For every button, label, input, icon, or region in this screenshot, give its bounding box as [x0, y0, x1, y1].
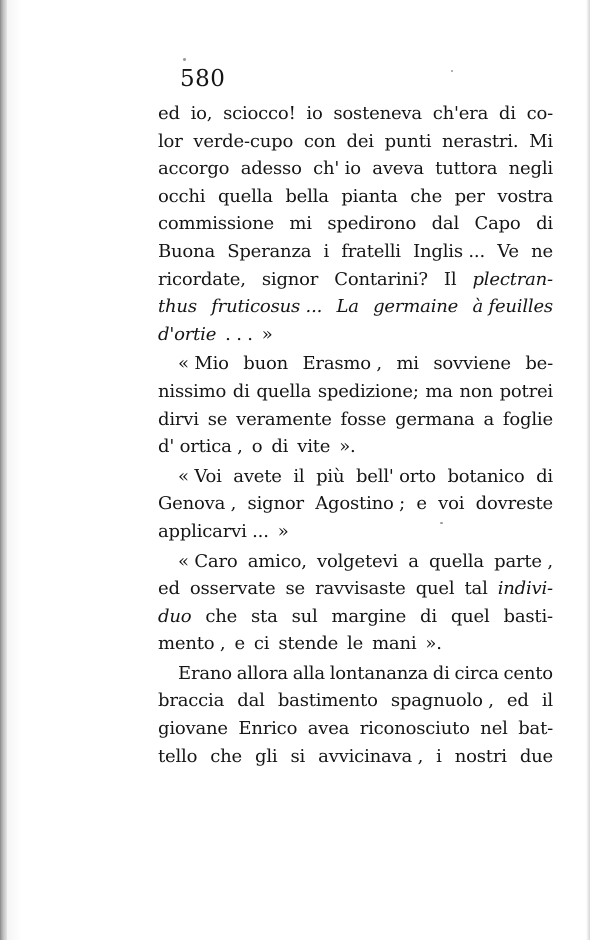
word: stende — [278, 633, 339, 655]
word: be- — [525, 353, 553, 375]
word: commissione — [158, 213, 274, 235]
word: signor — [261, 268, 319, 290]
word: occhi — [158, 185, 206, 207]
text-line — [158, 490, 553, 518]
word: riconosciuto — [359, 718, 470, 740]
word: per — [454, 185, 485, 207]
word: tuttora — [435, 158, 498, 180]
word: lontananza — [329, 662, 428, 684]
word: a — [408, 550, 419, 572]
word: ne — [531, 240, 553, 262]
word: Il — [443, 268, 457, 290]
word: io, — [190, 103, 213, 124]
italic-word: indivi- — [497, 578, 553, 600]
word: gli — [255, 745, 278, 767]
word: se — [285, 578, 305, 600]
word: bastimento — [277, 690, 378, 712]
italic-word: plectran- — [472, 268, 553, 290]
word: il — [293, 465, 305, 487]
text-line — [158, 660, 553, 688]
word: punti — [384, 130, 432, 152]
word: « Caro — [178, 550, 238, 572]
word: non — [459, 380, 493, 402]
word: di — [420, 605, 437, 627]
word: nel — [480, 718, 508, 740]
word: bella — [285, 185, 329, 207]
text-line — [158, 575, 553, 603]
word: giovane — [158, 718, 228, 740]
word: ». — [339, 436, 356, 458]
italic-word: d'ortie — [158, 323, 217, 345]
word: margine — [331, 605, 407, 627]
word: dovreste — [475, 493, 553, 515]
text-line — [158, 350, 553, 378]
word: che — [410, 185, 443, 207]
word: d' ortica , — [158, 436, 243, 458]
word: nerastri. — [442, 130, 519, 152]
text-line — [158, 630, 553, 658]
word: sciocco! — [223, 103, 296, 124]
text-line — [158, 321, 553, 349]
word: amico, — [247, 550, 307, 572]
word: nostri — [454, 745, 507, 767]
word: quella — [429, 550, 484, 572]
word: ci — [253, 633, 270, 655]
word: ed — [158, 103, 180, 124]
word: cento — [503, 662, 553, 684]
italic-word: La — [336, 296, 359, 318]
word: spedirono — [327, 213, 417, 235]
word: quella — [256, 380, 312, 402]
text-line — [158, 715, 553, 743]
word: germana — [395, 408, 475, 430]
word: di — [432, 662, 450, 684]
word: e — [234, 633, 245, 655]
word: potrei — [499, 380, 553, 402]
page-binding-edge — [0, 0, 7, 940]
word: si — [290, 745, 306, 767]
word: applicarvi ... — [158, 520, 269, 542]
word: Agostino ; — [315, 493, 406, 515]
page-right-edge — [586, 0, 590, 940]
word: sul — [291, 605, 318, 627]
word: dal — [237, 690, 265, 712]
word: di — [536, 213, 553, 235]
text-line — [158, 293, 553, 321]
word: mi — [289, 213, 312, 235]
word: ed — [506, 690, 529, 712]
word: osservate — [189, 578, 276, 600]
word: negli — [508, 158, 553, 180]
word: buon — [243, 353, 288, 375]
word: quel — [450, 605, 490, 627]
word: avete — [233, 465, 282, 487]
text-line — [158, 463, 553, 491]
italic-word: thus — [158, 296, 197, 318]
word: spagnuolo , — [390, 690, 494, 712]
word: tal — [464, 578, 488, 600]
text-line — [158, 518, 553, 546]
word: signor — [247, 493, 304, 515]
word: veramente — [236, 408, 332, 430]
word: alla — [292, 662, 325, 684]
word: che — [210, 745, 243, 767]
word: bat- — [518, 718, 553, 740]
word: il — [541, 690, 553, 712]
word: Capo — [474, 213, 521, 235]
word: Enrico — [238, 718, 298, 740]
italic-word: duo — [158, 605, 192, 627]
word: bell' orto — [355, 465, 436, 487]
word: circa — [454, 662, 499, 684]
word: lor — [158, 130, 183, 152]
word: i — [436, 745, 442, 767]
text-line — [158, 210, 553, 238]
word: i — [323, 240, 330, 262]
word: Mi — [529, 130, 553, 152]
word: Erano — [178, 662, 232, 684]
word: pianta — [341, 185, 398, 207]
word: io — [306, 103, 323, 124]
word: le — [347, 633, 364, 655]
word: vite — [297, 436, 331, 458]
word: co- — [526, 103, 553, 124]
page-number: 580 — [180, 66, 226, 92]
word: » — [277, 520, 289, 542]
text-line — [158, 100, 553, 128]
word: Contarini? — [334, 268, 428, 290]
word: ravvisaste — [315, 578, 406, 600]
word: volgetevi — [317, 550, 398, 572]
word: e — [416, 493, 427, 515]
body-text — [158, 100, 553, 770]
word: avvicinava , — [318, 745, 424, 767]
word: Ve — [497, 240, 519, 262]
word: sosteneva — [333, 103, 422, 124]
text-line — [158, 378, 553, 406]
italic-word: à feuilles — [472, 296, 553, 318]
word: due — [519, 745, 553, 767]
text-line — [158, 406, 553, 434]
word: nissimo — [158, 380, 227, 402]
word: aveva — [372, 158, 424, 180]
text-line — [158, 238, 553, 266]
word: quella — [217, 185, 273, 207]
word: ch' io — [313, 158, 361, 180]
word: « Mio — [178, 353, 229, 375]
word: che — [205, 605, 238, 627]
word: di — [232, 380, 250, 402]
italic-word: fruticosus ... — [211, 296, 323, 318]
word: Buona — [158, 240, 215, 262]
word: « Voi — [178, 465, 222, 487]
word: Genova , — [158, 493, 237, 515]
word: a — [483, 408, 495, 430]
word: ch'era — [432, 103, 489, 124]
word: sovviene — [433, 353, 511, 375]
text-line — [158, 433, 553, 461]
word: Speranza — [227, 240, 312, 262]
word: accorgo — [158, 158, 230, 180]
print-speck — [451, 70, 453, 72]
word: avea — [307, 718, 350, 740]
print-speck — [183, 58, 186, 61]
word: di — [498, 103, 516, 124]
word: basti- — [503, 605, 553, 627]
word: fratelli — [341, 240, 401, 262]
italic-word: germaine — [373, 296, 459, 318]
word: fosse — [340, 408, 387, 430]
word: ». — [425, 633, 442, 655]
word: con — [303, 130, 336, 152]
word: dal — [431, 213, 460, 235]
word: . . . — [225, 323, 253, 345]
word: se — [207, 408, 228, 430]
word: » — [261, 323, 273, 345]
word: dirvi — [158, 408, 199, 430]
word: quel — [415, 578, 455, 600]
text-line — [158, 743, 553, 771]
word: di — [271, 436, 289, 458]
text-line — [158, 266, 553, 294]
word: botanico — [447, 465, 525, 487]
word: voi — [438, 493, 465, 515]
word: adesso — [240, 158, 302, 180]
word: ed — [158, 578, 180, 600]
word: tello — [158, 745, 198, 767]
word: braccia — [158, 690, 225, 712]
word: foglie — [502, 408, 553, 430]
word: parte , — [494, 550, 553, 572]
text-line — [158, 687, 553, 715]
word: sta — [251, 605, 278, 627]
word: Erasmo , — [302, 353, 382, 375]
word: ricordate, — [158, 268, 246, 290]
word: verde-cupo — [193, 130, 294, 152]
word: mi — [396, 353, 419, 375]
word: spedizione; — [317, 380, 419, 402]
word: mani — [372, 633, 417, 655]
word: dei — [346, 130, 374, 152]
text-line — [158, 603, 553, 631]
word: più — [316, 465, 345, 487]
word: vostra — [497, 185, 553, 207]
word: di — [536, 465, 553, 487]
word: Inglis ... — [413, 240, 485, 262]
text-line — [158, 548, 553, 576]
word: allora — [236, 662, 288, 684]
word: ma — [425, 380, 453, 402]
word: mento , — [158, 633, 226, 655]
text-line — [158, 155, 553, 183]
word: o — [251, 436, 263, 458]
text-line — [158, 183, 553, 211]
text-line — [158, 128, 553, 156]
